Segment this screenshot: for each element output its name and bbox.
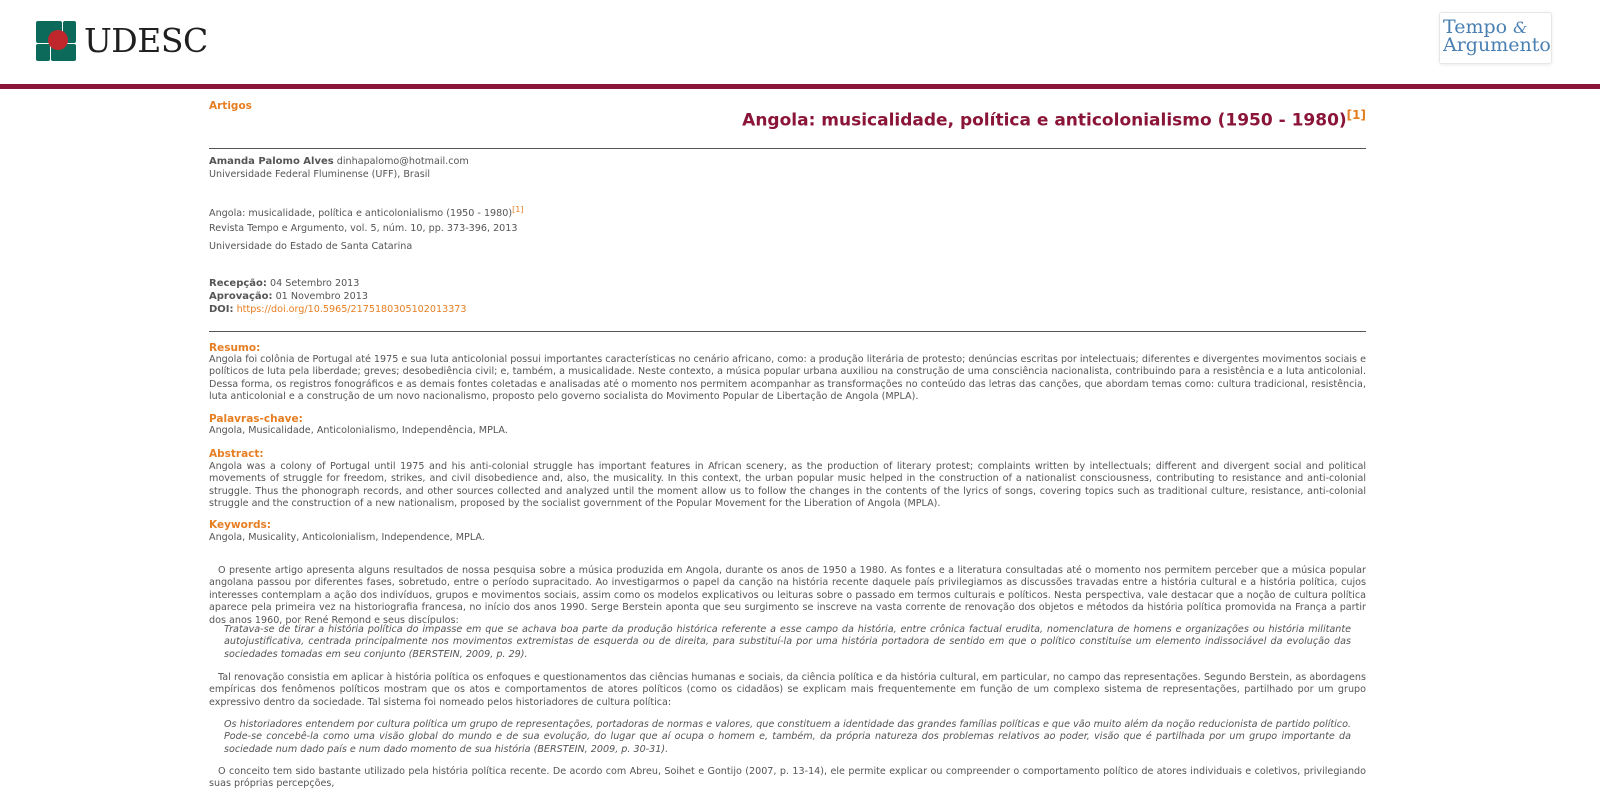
reception-label: Recepção: xyxy=(209,278,267,289)
author-email[interactable]: dinhapalomo@hotmail.com xyxy=(336,156,469,167)
keywords-text: Angola, Musicality, Anticolonialism, Independence, MPLA. xyxy=(209,532,485,543)
citation-title-line xyxy=(209,204,1366,221)
body-paragraph-2: Tal renovação consistia em aplicar à história política os enfoques e questionamentos das ciências humanas e sociais, da ciência política e da história cultural, em particular, no campo das representações. Segundo Berstein, as abordagens empíricas dos fenômenos políticos mostram que os atos e comportamentos de atores políticos (como os cidadãos) se explicam mais frequentemente em função de um complexo sistema de representações, partilhado por um grupo expressivo dentro da sociedade. Tal sistema foi nomeado pelos historiadores de cultura política: xyxy=(209,672,1366,708)
reception-date: 04 Setembro 2013 xyxy=(269,278,360,289)
author-block xyxy=(209,156,1366,168)
block-quote-1: Tratava-se de tirar a história política do impasse em que se achava boa parte da produção histórica referente a esse campo da história, entre crônica factual erudita, nomenclatura de homens e organizações ou história militante autojustificativa, centrada principalmente nos movimentos extremistas de esquerda ou de direita, para substituí-la por uma história portadora de sentido em que o político constituíse um elemento indissociável da evolução das sociedades tomadas em seu conjunto (BERSTEIN, 2009, p. 29). xyxy=(224,624,1351,660)
palavras-chave-text: Angola, Musicalidade, Anticolonialismo, Independência, MPLA. xyxy=(209,425,508,436)
citation-title: Angola: musicalidade, política e anticolonialismo (1950 - 1980) xyxy=(209,208,513,220)
citation-journal: Revista Tempo e Argumento, vol. 5, núm. 10, pp. 373-396, 2013 xyxy=(209,223,518,234)
palavras-chave-label: Palavras-chave: xyxy=(209,413,303,425)
approval-label: Aprovação: xyxy=(209,291,273,302)
journal-logo-line2: Argumento xyxy=(1443,34,1551,56)
citation-institution: Universidade do Estado de Santa Catarina xyxy=(209,241,413,252)
site-header xyxy=(0,0,1600,84)
keywords-label: Keywords: xyxy=(209,519,271,531)
reception-row xyxy=(209,278,1366,290)
resumo-label: Resumo: xyxy=(209,342,261,354)
journal-logo[interactable] xyxy=(1439,12,1552,64)
approval-date: 01 Novembro 2013 xyxy=(275,291,368,302)
udesc-logo[interactable] xyxy=(36,20,208,62)
doi-label: DOI: xyxy=(209,304,234,315)
article-title xyxy=(742,103,1366,133)
citation-footnote-link[interactable]: [1] xyxy=(512,205,524,214)
metadata-divider xyxy=(209,331,1366,332)
resumo-text: Angola foi colônia de Portugal até 1975 e sua luta anticolonial possui importantes características no cenário africano, como: a produção literária de protesto; denúncias escritas por intelectuais; diferentes e divergentes movimentos sociais e políticos de luta pela liberdade; greves; desobediência civil; e, também, a musicalidade. Neste contexto, a música popular urbana auxiliou na construção de uma consciência nacionalista, contribuindo para a resistência e a luta anticolonial. Dessa forma, os registros fonográficos e as demais fontes coletadas e analisadas até o momento nos permitem acompanhar as transformações no conteúdo das letras das canções, que abordam temas como: cultura tradicional, resistência, luta anticolonial e a construção de um novo nacionalismo, proposto pelo governo socialista do Movimento Popular de Libertação de Angola (MPLA). xyxy=(209,354,1366,403)
block-quote-2: Os historiadores entendem por cultura política um grupo de representações, portadoras de normas e valores, que constituem a identidade das grandes famílias políticas e que vão muito além da noção reducionista de partido político. Pode-se concebê-la como uma visão global do mundo e de sua evolução, do lugar que aí ocupa o homem e, também, da própria natureza dos problemas relativos ao poder, visão que é partilhada por um grupo importante da sociedade num dado país e num dado momento de sua história (BERSTEIN, 2009, p. 30-31). xyxy=(224,719,1351,755)
title-divider xyxy=(209,148,1366,149)
abstract-label: Abstract: xyxy=(209,448,264,460)
journal-logo-line1: Tempo xyxy=(1443,16,1508,38)
journal-logo-ampersand: & xyxy=(1513,18,1528,37)
udesc-logo-text: UDESC xyxy=(84,21,208,60)
body-paragraph-1: O presente artigo apresenta alguns resultados de nossa pesquisa sobre a música produzida em Angola, durante os anos de 1950 a 1980. As fontes e a literatura consultadas até o momento nos permitem perceber que a música popular angolana passou por diferentes fases, sobretudo, entre o período supracitado. Ao investigarmos o papel da canção na história recente daquele país privilegiamos as discussões travadas entre a história cultural e a história política, cujos interesses contemplam a ação dos indivíduos, grupos e movimentos sociais, assim como os modelos explicativos ou leituras sobre o passado em termos culturais e políticos. Nesta perspectiva, vale destacar que a noção de cultura política aparece pela primeira vez na historiografia francesa, no início dos anos 1990. Serge Berstein aponta que seu surgimento se inscreve na vasta corrente de renovação dos objetos e métodos da história política promovida na França a partir dos anos 1960, por René Remond e seus discípulos: xyxy=(209,565,1366,626)
author-affiliation: Universidade Federal Fluminense (UFF), Brasil xyxy=(209,169,431,180)
doi-link[interactable]: https://doi.org/10.5965/2175180305102013373 xyxy=(236,304,467,315)
header-divider-bar xyxy=(0,84,1600,89)
title-footnote-link[interactable]: [1] xyxy=(1346,108,1366,122)
udesc-emblem-icon xyxy=(36,21,76,61)
abstract-text: Angola was a colony of Portugal until 1975 and his anti-colonial struggle has important features in African scenery, as the production of literary protest; complaints written by intellectuals; different and divergent social and political movements of struggle for freedom, strikes, and civil disobedience and, also, the musicality. In this context, the urban popular music helped in the construction of a nationalist consciousness, contributing to resistance and anti-colonial struggle. Thus the phonograph records, and other sources collected and analyzed until the moment allow us to follow the changes in the contents of the lyrics of songs, covering topics such as traditional culture, resistance, anti-colonial struggle and the construction of a new nationalism, proposed by the socialist government of the Popular Movement for the Liberation of Angola (MPLA). xyxy=(209,461,1366,510)
doi-row xyxy=(209,304,1366,316)
approval-row xyxy=(209,291,1366,303)
article-title-text: Angola: musicalidade, política e anticolonialismo (1950 - 1980) xyxy=(742,110,1347,131)
body-paragraph-3: O conceito tem sido bastante utilizado pela história política recente. De acordo com Abreu, Soihet e Gontijo (2007, p. 13-14), ele permite explicar ou compreender o comportamento político de atores individuais e coletivos, privilegiando suas próprias percepções, xyxy=(209,766,1366,790)
author-name: Amanda Palomo Alves xyxy=(209,156,334,167)
article-section-label: Artigos xyxy=(209,100,252,112)
